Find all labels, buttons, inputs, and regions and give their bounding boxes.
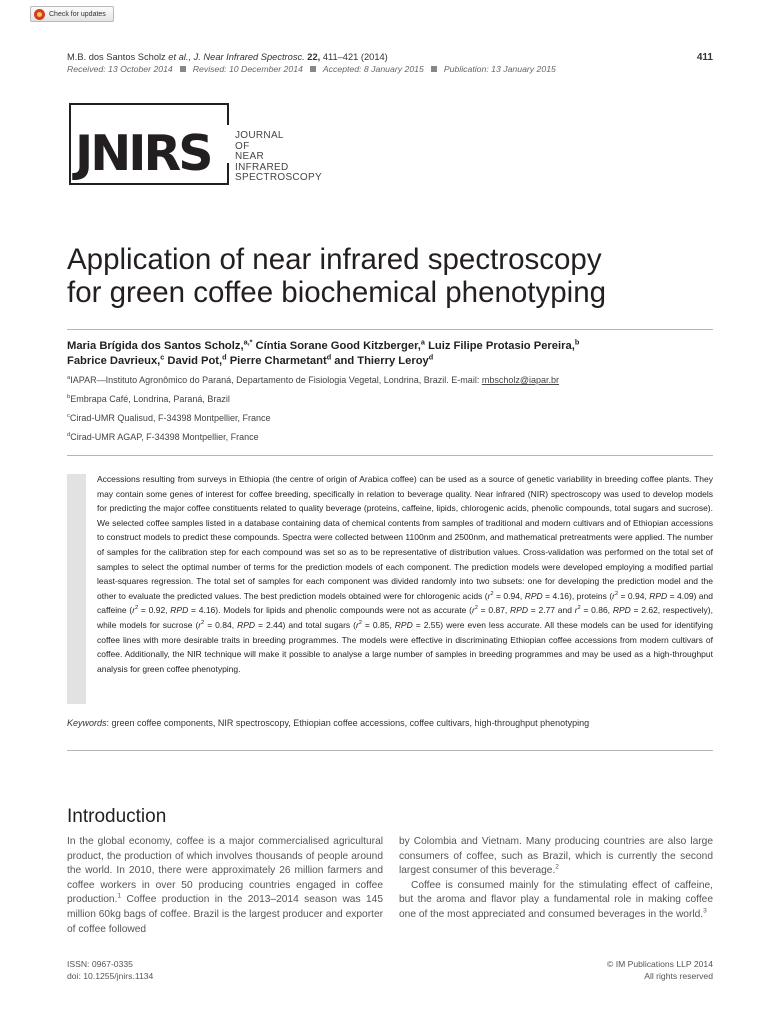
- abstract-text: = 0.87,: [477, 605, 511, 616]
- affiliation-a: [67, 375, 559, 385]
- abstract-text: = 0.94,: [618, 590, 650, 601]
- separator-square-icon: [431, 66, 437, 72]
- header-authors: M.B. dos Santos Scholz: [67, 52, 166, 62]
- rpd-symbol: RPD: [237, 619, 256, 630]
- keywords: [67, 718, 589, 728]
- header-etal: et al.,: [165, 52, 192, 62]
- affiliation-mark: c: [67, 413, 70, 419]
- separator-square-icon: [180, 66, 186, 72]
- abstract-text: = 2.62, respectively), while models for sucrose (: [97, 605, 713, 630]
- affiliation-text: Cirad-UMR AGAP, F-34398 Montpellier, France: [70, 432, 259, 442]
- superscript: 2: [201, 620, 205, 627]
- author-name: Luiz Filipe Protasio Pereira,: [424, 340, 575, 352]
- r-symbol: r: [471, 605, 475, 616]
- affiliation-text: Cirad-UMR Qualisud, F-34398 Montpellier, France: [69, 413, 271, 423]
- intro-text: Coffee production in the 2013–2014 season was 145 million 60kg bags of coffee. Brazil is the largest producer and exporter of coffee followed: [67, 894, 383, 935]
- abstract-text: = 0.86,: [580, 605, 613, 616]
- superscript: 2: [577, 605, 581, 612]
- abstract-text: = 0.84,: [204, 619, 238, 630]
- affiliation-c: [67, 413, 271, 423]
- keywords-label: Keywords: [67, 718, 107, 728]
- reference-mark: 2: [555, 863, 559, 871]
- received-date: Received: 13 October 2014: [67, 64, 173, 74]
- header-journal: J. Near Infrared Spectrosc.: [191, 52, 305, 62]
- superscript: 2: [474, 605, 478, 612]
- intro-column-left: [67, 835, 383, 937]
- header-volume: 22,: [304, 52, 321, 62]
- rpd-symbol: RPD: [612, 605, 631, 616]
- keywords-text: : green coffee components, NIR spectroscopy, Ethiopian coffee accessions, coffee cultivars, high-throughput phenotyping: [106, 718, 590, 728]
- title-line: for green coffee biochemical phenotyping: [67, 275, 607, 309]
- abstract-text: = 2.55) were even less accurate. All these models can be used for identifying coffee lines with more desirable traits in breeding programmes. The models were effective in discriminating Ethiopian coffee accessions from modern cultivars of coffee. Additionally, the NIR technique will make it possible to analyse a large number of samples in breeding programmes and may be used as a high-throughput analysis for green coffee phenotyping.: [97, 619, 713, 674]
- author-affiliation-mark: d: [428, 352, 434, 362]
- rpd-symbol: RPD: [394, 619, 413, 630]
- journal-name-line: NEAR: [235, 151, 264, 163]
- title-divider: [67, 329, 713, 330]
- abstract-text: Accessions resulting from surveys in Ethiopia (the centre of origin of Arabica coffee) can be used as a source of genetic variability in breeding coffee plants. They may contain some genes of interest for coffee breeding, specifically in relation to beverage quality. Near infrared (NIR) spectroscopy was used to develop models for predicting the major coffee constituents related to quality beverage (proteins, caffeine, lipids, chlorogenic acids, phenolic compounds, total sugars and sucrose). We selected coffee samples listed in a database containing data of chemical contents from samples of traditional and modern cultivars and of Ethiopian accessions to construct models to predict these compounds. Spectra were collected between 1100nm and 2500nm, and mathematical pretreatments were applied. The number of samples for the calibration step for each compound was set so as to be representative of distribution values. Cross-validation was performed on the total set of samples to select the optimal number of terms for the prediction models of each component. The prediction models were developed employing a modified partial least-squares regression. The total set of samples for each component was divided randomly into two subsets: one for developing the prediction model and the other to evaluate the predicted values. The best prediction models obtained were for chlorogenic acids (: [97, 474, 713, 601]
- abstract-text: = 4.16), proteins (: [542, 590, 613, 601]
- intro-text: In the global economy, coffee is a major commercialised agricultural product, the production of which involves thousands of people around the world. In 2010, there were approximately 26 million farmers and coffee workers in over 50 producing countries engaged in coffee production.: [67, 836, 383, 906]
- author-affiliation-mark: c: [160, 352, 165, 362]
- abstract: [97, 472, 713, 676]
- introduction-heading: Introduction: [67, 806, 167, 827]
- intro-text: Coffee is consumed mainly for the stimulating effect of caffeine, but the aroma and flavor play a fundamental role in making coffee one of the most appreciated and consumed beverages in the world.: [399, 879, 713, 920]
- rights-statement: All rights reserved: [644, 971, 713, 981]
- abstract-divider: [67, 750, 713, 751]
- crossmark-icon: [34, 9, 45, 20]
- header-pages: 411–421 (2014): [320, 52, 388, 62]
- r-symbol: r: [574, 605, 578, 616]
- abstract-text: = 2.44) and total sugars (: [255, 619, 356, 630]
- reference-mark: 3: [703, 907, 707, 915]
- affiliation-b: [67, 394, 230, 404]
- r-symbol: r: [355, 619, 359, 630]
- journal-logo: JNIRS: [75, 125, 211, 182]
- running-header: [67, 52, 388, 62]
- author-affiliation-mark: a: [420, 337, 425, 347]
- affiliation-mark: b: [67, 394, 71, 400]
- journal-name-line: OF: [235, 140, 250, 152]
- check-for-updates-label: Check for updates: [49, 11, 106, 18]
- rpd-symbol: RPD: [510, 605, 528, 616]
- journal-name: [235, 131, 322, 184]
- publication-date: Publication: 13 January 2015: [443, 64, 556, 74]
- author-name: David Pot,: [164, 355, 223, 367]
- superscript: 2: [615, 590, 619, 597]
- affiliation-text: Embrapa Café, Londrina, Paraná, Brazil: [70, 394, 230, 404]
- issn: ISSN: 0967-0335: [67, 959, 133, 969]
- r-symbol: r: [487, 590, 491, 601]
- check-for-updates-button[interactable]: [30, 6, 114, 22]
- page-number: 411: [696, 52, 713, 63]
- publication-history: [67, 64, 556, 74]
- author-name: Pierre Charmetant: [226, 355, 327, 367]
- copyright: © IM Publications LLP 2014: [606, 959, 713, 969]
- rpd-symbol: RPD: [649, 590, 668, 601]
- author-name: Fabrice Davrieux,: [67, 355, 161, 367]
- footer-right: [607, 958, 713, 982]
- superscript: 2: [490, 590, 494, 597]
- rpd-symbol: RPD: [170, 605, 189, 616]
- journal-name-line: SPECTROSCOPY: [235, 172, 322, 184]
- author-list: [67, 339, 707, 369]
- superscript: 2: [358, 620, 362, 627]
- affiliation-mark: a: [67, 375, 71, 381]
- abstract-text: = 2.77 and: [528, 605, 575, 616]
- abstract-text: = 0.92,: [138, 605, 171, 616]
- affiliation-d: [67, 432, 259, 442]
- affiliations-divider: [67, 455, 713, 456]
- accepted-date: Accepted: 8 January 2015: [322, 64, 424, 74]
- affiliation-mark: d: [67, 432, 71, 438]
- abstract-text: = 0.94,: [493, 590, 525, 601]
- revised-date: Revised: 10 December 2014: [192, 64, 303, 74]
- author-name: and Thierry Leroy: [331, 355, 429, 367]
- abstract-side-bar: [67, 474, 86, 704]
- author-name: Cíntia Sorane Good Kitzberger,: [252, 340, 421, 352]
- journal-name-line: INFRARED: [235, 161, 289, 173]
- author-affiliation-mark: d: [222, 352, 227, 362]
- author-affiliation-mark: b: [574, 337, 580, 347]
- r-symbol: r: [198, 619, 202, 630]
- rpd-symbol: RPD: [524, 590, 543, 601]
- intro-column-right: [399, 835, 713, 923]
- author-affiliation-mark: d: [326, 352, 332, 362]
- reference-mark: 1: [117, 892, 122, 900]
- abstract-text: = 4.09) and caffeine (: [97, 590, 713, 616]
- abstract-text: = 4.16). Models for lipids and phenolic compounds were not as accurate (: [188, 605, 472, 616]
- intro-text: by Colombia and Vietnam. Many producing countries are also large consumers of coffee, such as Brazil, which is currently the second largest consumer of this beverage.: [399, 836, 713, 877]
- r-symbol: r: [612, 590, 615, 601]
- separator-square-icon: [310, 66, 316, 72]
- title-line: Application of near infrared spectroscopy: [67, 243, 602, 276]
- superscript: 2: [135, 605, 139, 612]
- r-symbol: r: [132, 605, 136, 616]
- author-email-link[interactable]: mbscholz@iapar.br: [481, 375, 559, 385]
- affiliation-text: IAPAR—Instituto Agronômico do Paraná, Departamento de Fisiologia Vegetal, Londrina, Brazil. E-mail:: [70, 375, 482, 385]
- journal-name-line: JOURNAL: [235, 130, 284, 141]
- footer-left: [67, 958, 153, 982]
- doi: doi: 10.1255/jnirs.1134: [67, 971, 154, 981]
- abstract-text: = 0.85,: [361, 619, 395, 630]
- article-title: [67, 244, 707, 309]
- author-name: Maria Brígida dos Santos Scholz,: [67, 340, 244, 352]
- author-affiliation-mark: a,*: [243, 337, 253, 347]
